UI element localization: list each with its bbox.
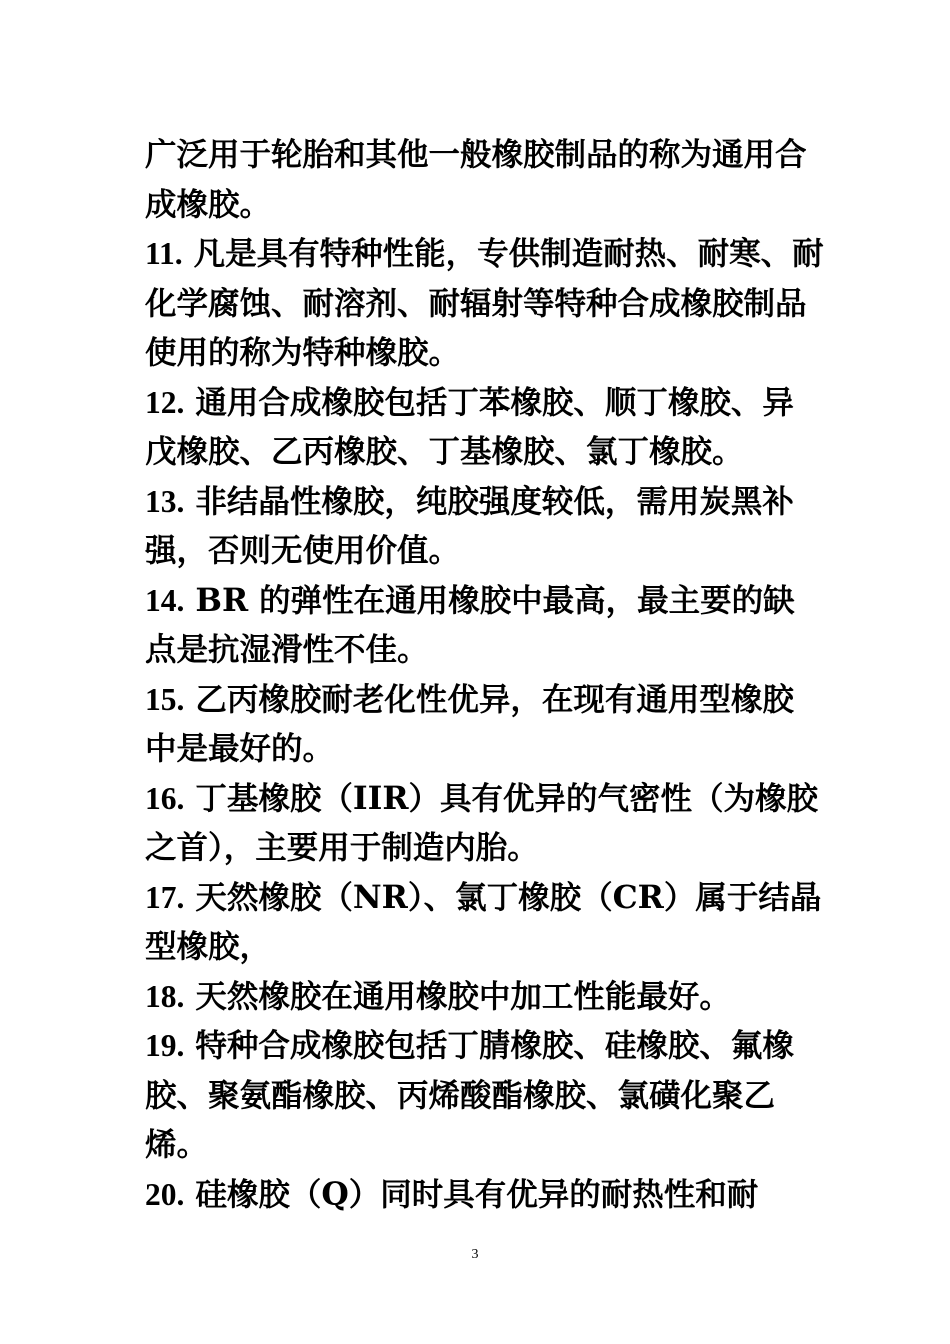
paragraph-text: 凡是具有特种性能，专供制造耐热、耐寒、耐化学腐蚀、耐溶剂、耐辐射等特种合成橡胶制品使用的称为特种橡胶。 [145,235,824,371]
item-number: 15. [145,681,185,717]
paragraph-14 [145,576,825,675]
paragraph-1 [145,130,825,229]
paragraph-text: 非结晶性橡胶，纯胶强度较低，需用炭黑补强，否则无使用价值。 [145,482,794,569]
paragraph-text: 天然橡胶（NR）、氯丁橡胶（CR）属于结晶型橡胶， [145,878,822,965]
item-number: 11. [145,236,183,271]
paragraph-text: 特种合成橡胶包括丁腈橡胶、硅橡胶、氟橡胶、聚氨酯橡胶、丙烯酸酯橡胶、氯磺化聚乙烯。 [145,1027,794,1163]
paragraph-20 [145,1170,825,1220]
item-number: 13. [145,483,185,519]
paragraph-18 [145,972,825,1022]
paragraph-text: 硅橡胶（Q）同时具有优异的耐热性和耐 [195,1175,759,1213]
paragraph-17 [145,873,825,972]
paragraph-15 [145,675,825,774]
item-number: 19. [145,1028,185,1063]
paragraph-19 [145,1021,825,1170]
page-number: 3 [471,1247,479,1262]
item-number: 20. [145,1176,185,1212]
paragraph-text: BR 的弹性在通用橡胶中最高，最主要的缺点是抗湿滑性不佳。 [145,581,795,668]
paragraph-16 [145,774,825,873]
paragraph-11 [145,229,825,378]
item-number: 12. [145,384,185,420]
paragraph-13 [145,477,825,576]
item-number: 18. [145,978,185,1014]
item-number: 14. [145,582,185,618]
paragraph-text: 丁基橡胶（IIR）具有优异的气密性（为橡胶之首），主要用于制造内胎。 [145,779,818,866]
paragraph-text: 通用合成橡胶包括丁苯橡胶、顺丁橡胶、异戊橡胶、乙丙橡胶、丁基橡胶、氯丁橡胶。 [145,383,794,470]
paragraph-12 [145,378,825,477]
paragraph-text: 广泛用于轮胎和其他一般橡胶制品的称为通用合成橡胶。 [145,136,807,223]
item-number: 17. [145,879,185,915]
document-body [145,130,825,1219]
paragraph-text: 乙丙橡胶耐老化性优异，在现有通用型橡胶中是最好的。 [145,680,794,767]
paragraph-text: 天然橡胶在通用橡胶中加工性能最好。 [195,977,731,1015]
item-number: 16. [145,780,185,816]
